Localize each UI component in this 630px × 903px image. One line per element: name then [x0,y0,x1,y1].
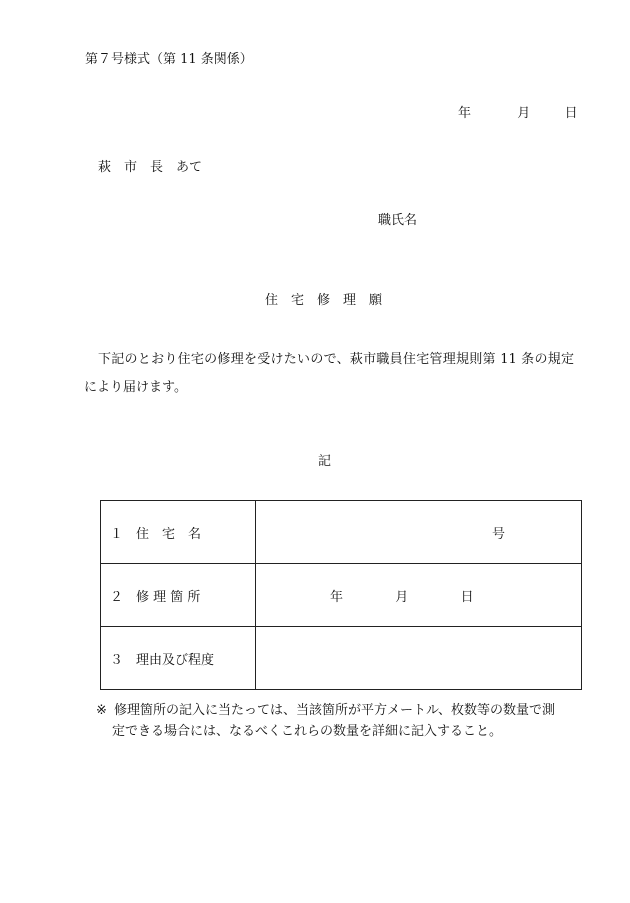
table-row [101,627,582,690]
note-line-1: 修理箇所の記入に当たっては、当該箇所が平方メートル、枚数等の数量で測 [114,703,555,718]
row-value-repair-location[interactable] [256,564,582,627]
repair-date-day: 日 [460,590,474,605]
table-row [101,501,582,564]
date-month: 月 [517,106,531,121]
note-mark: ※ [96,703,107,718]
signer-label: 職氏名 [378,213,418,228]
date-line [458,106,578,122]
note [96,697,576,724]
repair-date [330,586,474,605]
row-label-residence: １ 住 宅 名 [101,501,256,564]
residence-number-suffix: 号 [492,527,506,542]
form-number: 第７号様式（第 11 条関係） [85,52,253,67]
table-row [101,564,582,627]
ki-heading: 記 [318,454,332,469]
document-title: 住 宅 修 理 願 [265,293,383,308]
addressee: 萩 市 長 あて [98,160,203,175]
row-value-reason[interactable] [256,627,582,690]
repair-date-year: 年 [330,590,344,605]
row-label-reason: ３ 理由及び程度 [101,627,256,690]
repair-date-month: 月 [395,590,409,605]
row-value-residence[interactable] [256,501,582,564]
row-label-repair-location: ２ 修 理 箇 所 [101,564,256,627]
note-line-2: 定できる場合には、なるべくこれらの数量を詳細に記入すること。 [112,724,503,739]
date-year: 年 [458,106,472,121]
date-day: 日 [564,106,578,121]
items-table [100,500,582,690]
body-text: 下記のとおり住宅の修理を受けたいので、萩市職員住宅管理規則第 11 条の規定により届けます。 [84,352,574,395]
